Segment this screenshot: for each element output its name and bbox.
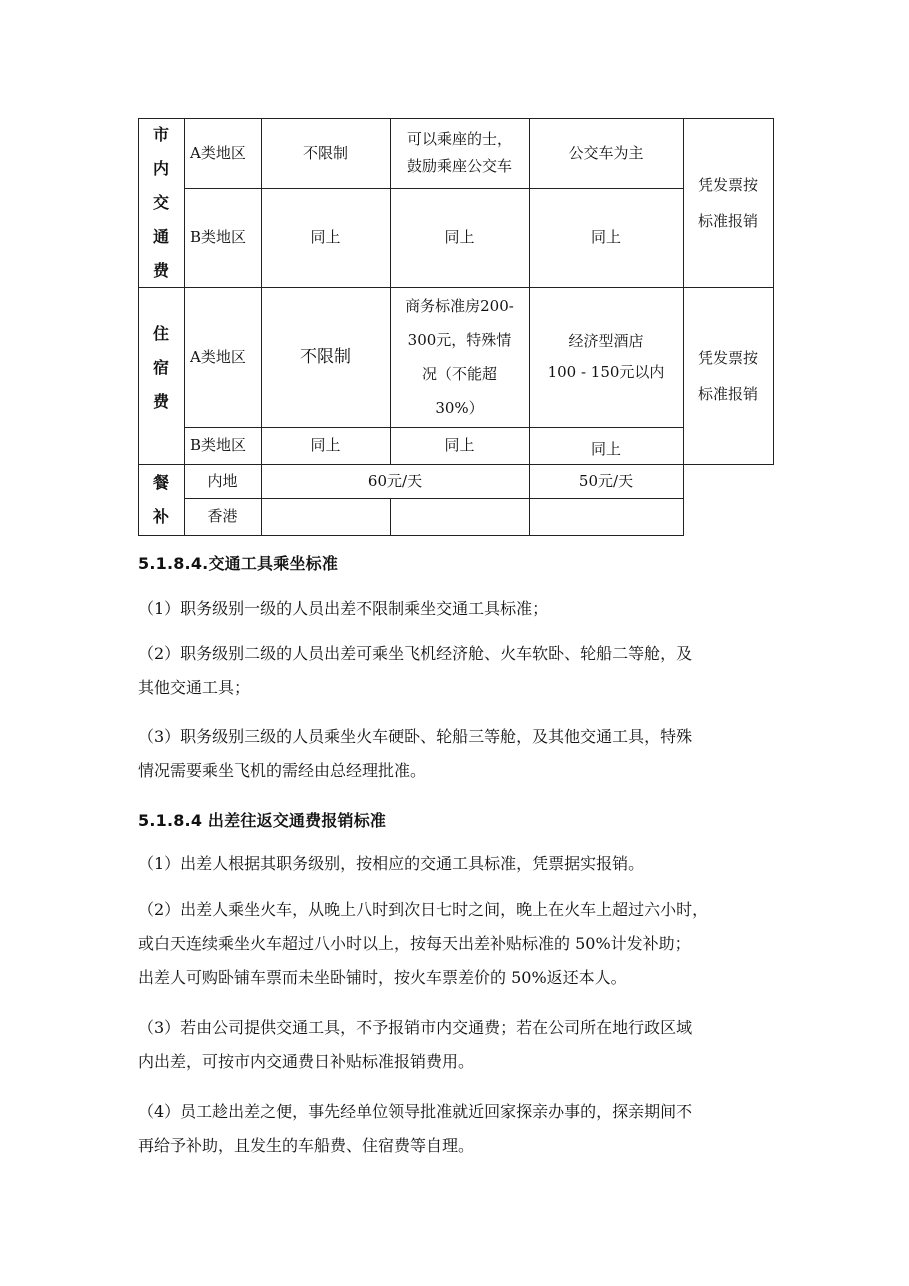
region-cell: 香港 xyxy=(207,507,238,525)
table-cell: 不限制 xyxy=(302,143,348,162)
table-cell: 同上 xyxy=(444,228,475,246)
table-cell: 同上 xyxy=(590,228,621,246)
note-cell: 凭发票按 标准报销 xyxy=(697,175,758,230)
table-cell: 同上 xyxy=(310,436,341,454)
paragraph: （2）职务级别二级的人员出差可乘坐飞机经济舱、火车软卧、轮船二等舱，及 其他交通工具； xyxy=(138,644,693,697)
section-heading: 5.1.8.4 出差往返交通费报销标准 xyxy=(138,811,387,830)
table-cell: 不限制 xyxy=(300,346,351,367)
table-cell xyxy=(529,498,683,535)
category-meal-allowance: 餐 补 xyxy=(152,472,169,526)
category-lodging: 住 宿 费 xyxy=(152,324,169,411)
table-cell: 商务标准房200- 300元，特殊情 况（不能超 30%） xyxy=(405,297,514,417)
table-cell: 经济型酒店 100 - 150元以内 xyxy=(547,332,665,381)
paragraph: （2）出差人乘坐火车，从晚上八时到次日七时之间，晚上在火车上超过六小时， 或白天连续乘坐火车超过八小时以上，按每天出差补贴标准的 50%计发补助； 出差人可购卧铺车票而未坐卧铺时，按火车票差价的 50%返还本人。 xyxy=(138,900,709,987)
table-cell xyxy=(261,498,529,535)
paragraph: （3）职务级别三级的人员乘坐火车硬卧、轮船三等舱，及其他交通工具，特殊 情况需要乘坐飞机的需经由总经理批准。 xyxy=(138,727,693,780)
region-cell: 内地 xyxy=(207,471,238,490)
paragraph: （1）职务级别一级的人员出差不限制乘坐交通工具标准； xyxy=(138,599,549,618)
expense-standard-table xyxy=(138,118,774,536)
category-local-transport: 市 内 交 通 费 xyxy=(152,124,169,280)
region-cell: B类地区 xyxy=(190,436,247,454)
region-cell: A类地区 xyxy=(190,347,246,366)
table-cell: 60元/天 xyxy=(367,471,423,490)
note-cell: 凭发票按 标准报销 xyxy=(697,348,758,403)
region-cell: B类地区 xyxy=(190,228,247,246)
table-border xyxy=(138,535,684,536)
region-cell: A类地区 xyxy=(190,143,246,162)
paragraph: （4）员工趁出差之便，事先经单位领导批准就近回家探亲办事的，探亲期间不 再给予补助，且发生的车船费、住宿费等自理。 xyxy=(138,1102,693,1155)
table-cell: 公交车为主 xyxy=(568,143,644,162)
paragraph: （3）若由公司提供交通工具，不予报销市内交通费；若在公司所在地行政区域 内出差，可按市内交通费日补贴标准报销费用。 xyxy=(138,1018,693,1071)
table-cell: 50元/天 xyxy=(578,471,634,490)
table-cell: 同上 xyxy=(590,439,621,458)
paragraph: （1）出差人根据其职务级别，按相应的交通工具标准，凭票据实报销。 xyxy=(138,854,645,873)
section-heading: 5.1.8.4.交通工具乘坐标准 xyxy=(138,554,339,573)
table-cell: 可以乘座的士， 鼓励乘座公交车 xyxy=(406,130,512,175)
table-cell: 同上 xyxy=(444,436,475,454)
table-border xyxy=(773,118,774,464)
table-cell: 同上 xyxy=(310,228,341,246)
